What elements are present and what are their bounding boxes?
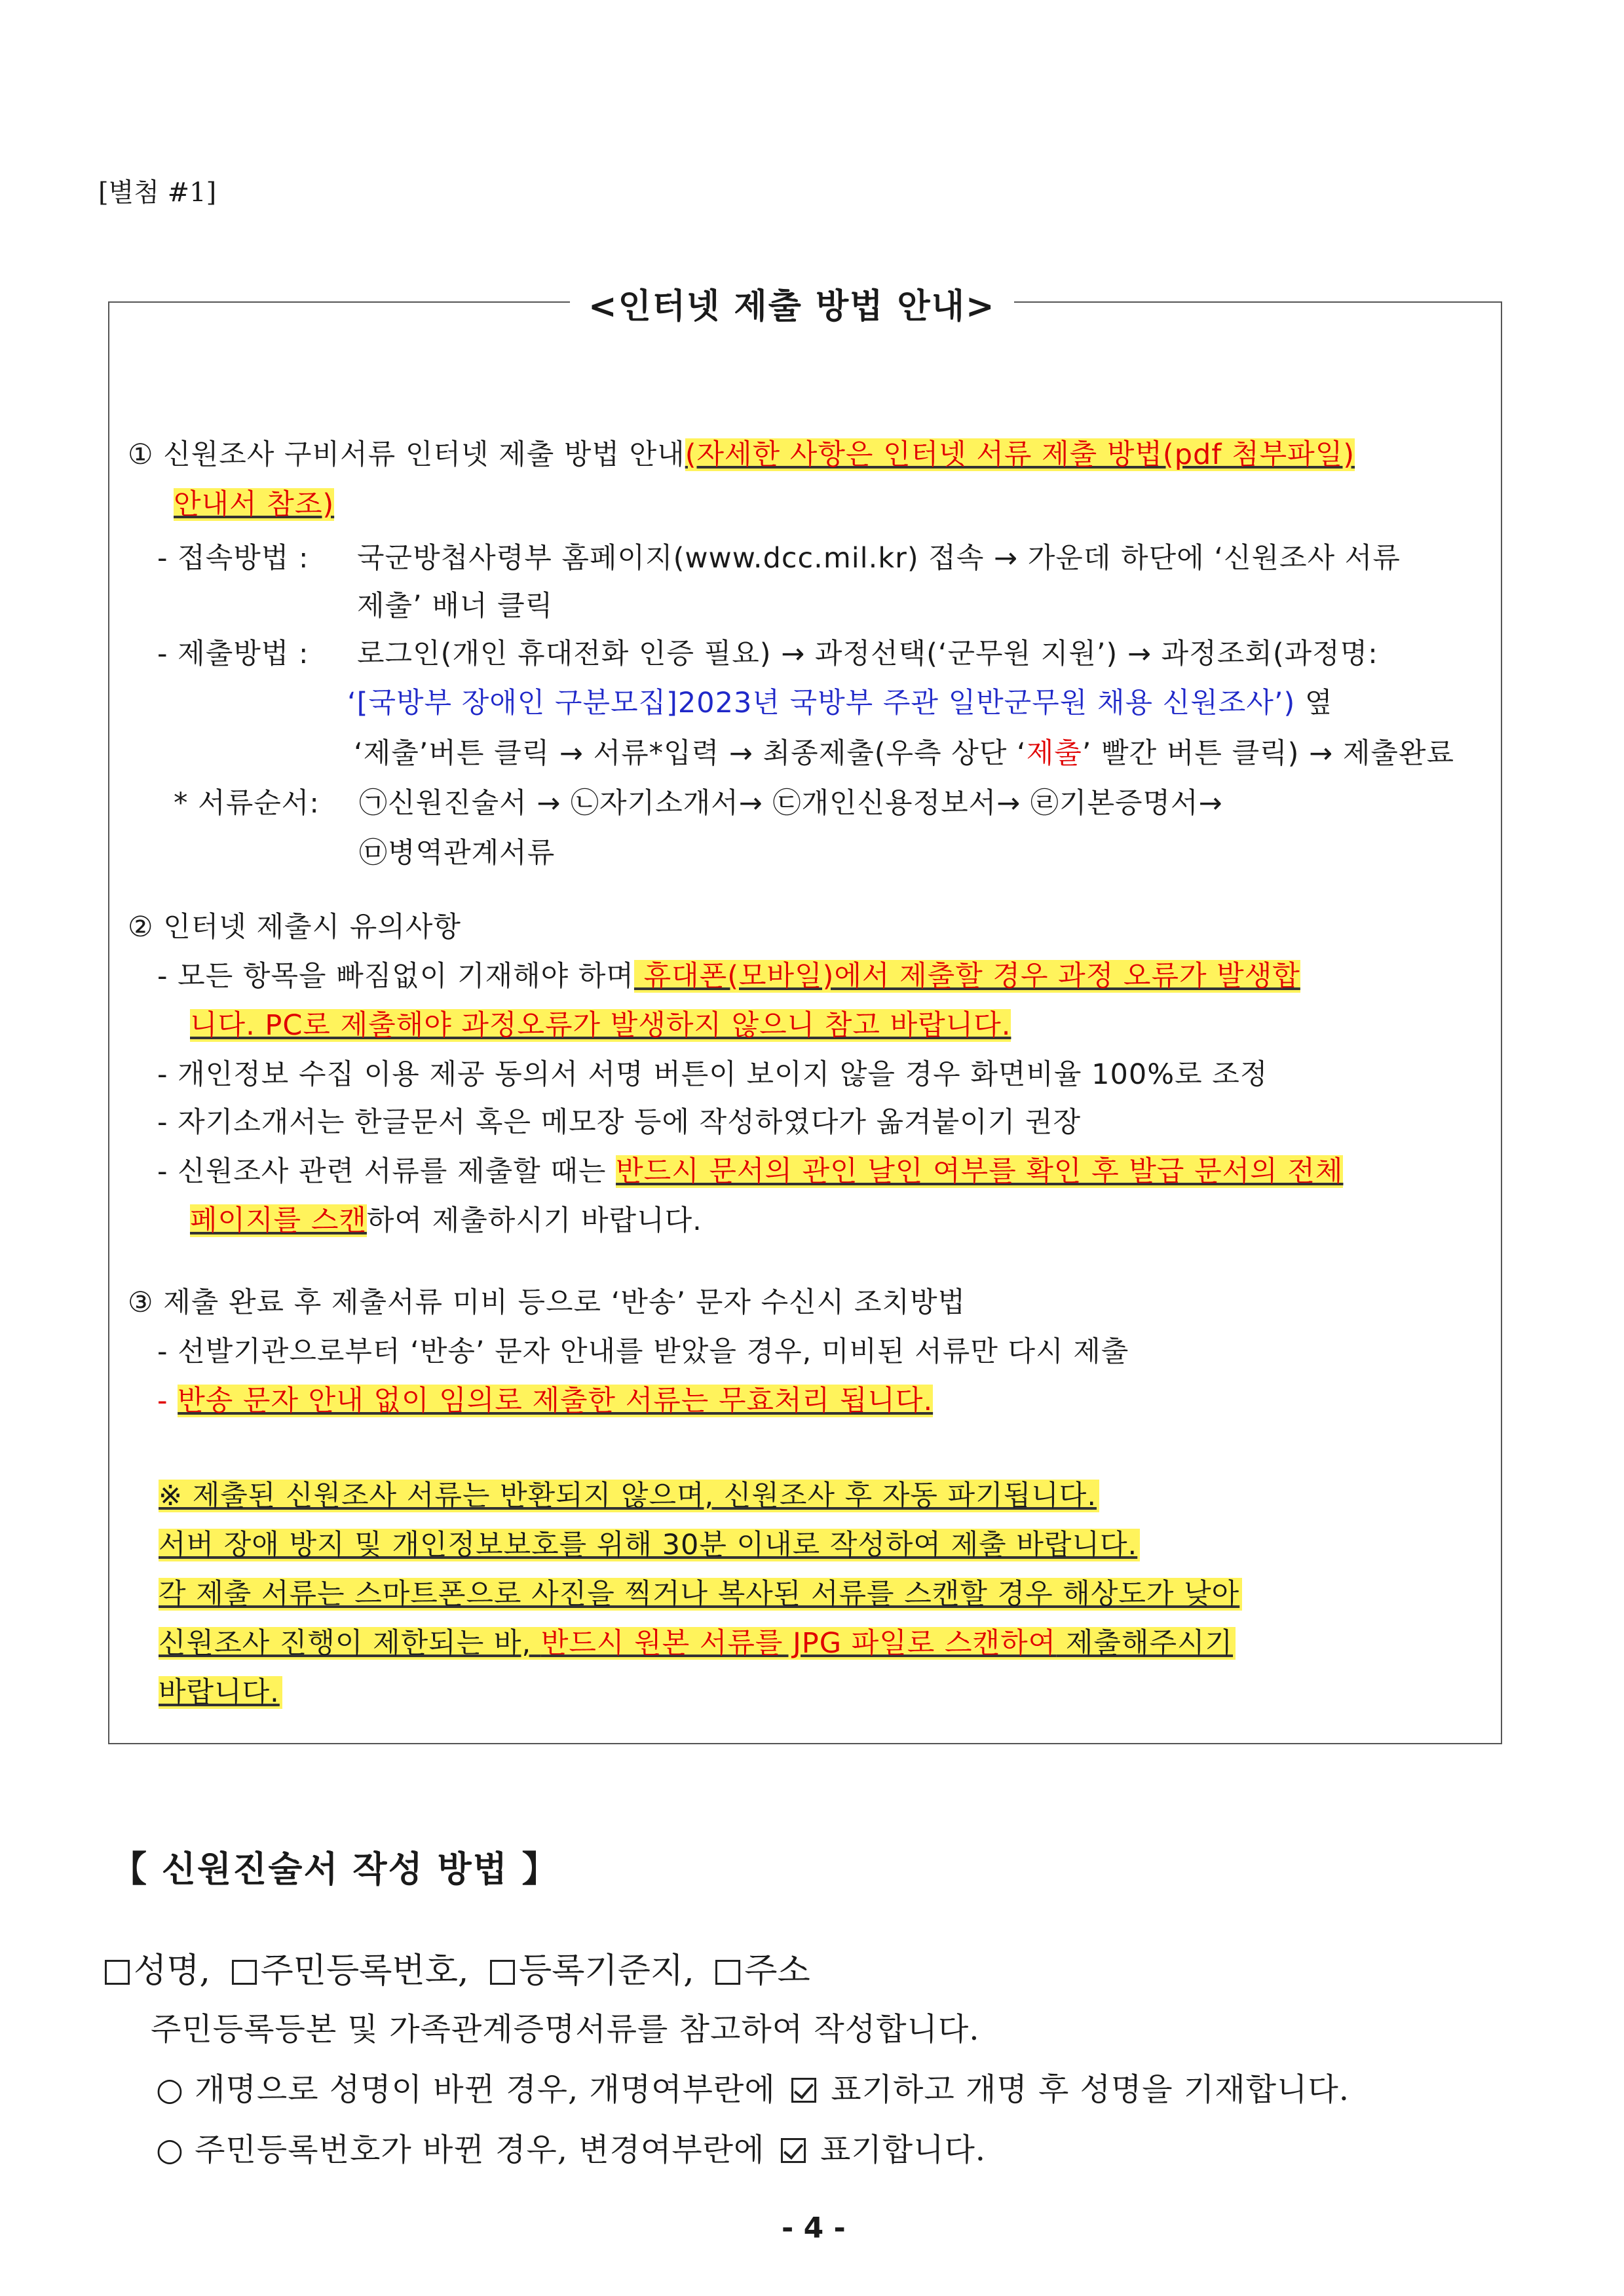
check-address-label: 주소 (744, 1951, 810, 1991)
note-line-1: ※ 제출된 신원조사 서류는 반환되지 않으며, 신원조사 후 자동 파기됩니다. (159, 1476, 1099, 1516)
checklist-sub-2: ○ 주민등록번호가 바뀐 경우, 변경여부란에 표기합니다. (156, 2132, 987, 2168)
s1-head-line (128, 435, 1355, 474)
s1-submit-1: 로그인(개인 휴대전화 인증 필요) → 과정선택(‘군무원 지원’) → 과정조회(과정명: (357, 638, 1378, 670)
s1-access-1: 국군방첩사령부 홈페이지(www.dcc.mil.kr) 접속 → 가운데 하단에 ‘신원조사 서류 (357, 542, 1401, 575)
s3-bullet-1: - 선발기관으로부터 ‘반송’ 문자 안내를 받았을 경우, 미비된 서류만 다시 제출 (157, 1335, 1129, 1368)
s2-b4-tail: 하여 제출하시기 바랍니다. (366, 1204, 702, 1237)
s3-head: ③ 제출 완료 후 제출서류 미비 등으로 ‘반송’ 문자 수신시 조치방법 (128, 1286, 966, 1319)
s2-b1-red: 휴대폰(모바일)에서 제출할 경우 과정 오류가 발생합 (633, 960, 1300, 993)
s2-b1-text: - 모든 항목을 빠짐없이 기재해야 하며 (157, 960, 634, 993)
s2-b4-text: - 신원조사 관련 서류를 제출할 때는 (157, 1155, 616, 1188)
checkbox-name[interactable] (105, 1960, 130, 1985)
s1-head-red-2: 안내서 참조) (174, 488, 335, 521)
s2-bullet-2: - 개인정보 수집 이용 제공 동의서 서명 버튼이 보이지 않을 경우 화면비율 100%로 조정 (157, 1058, 1268, 1091)
note-line-4: 신원조사 진행이 제한되는 바, 반드시 원본 서류를 JPG 파일로 스캔하여 제출해주시기 (159, 1624, 1236, 1663)
checklist-row (105, 1943, 810, 1992)
s1-order-2: ㉤병역관계서류 (359, 837, 556, 870)
checked-box-icon (791, 2078, 816, 2103)
note-line-5: 바랍니다. (159, 1673, 282, 1712)
checkbox-resident-number[interactable] (232, 1960, 257, 1985)
checked-box-icon (781, 2138, 806, 2163)
checkbox-registration-base[interactable] (490, 1960, 515, 1985)
check-registration-label: 등록기준지, (518, 1951, 694, 1991)
section-title: 【 신원진술서 작성 방법 】 (111, 1848, 559, 1890)
attachment-label: [별첨 #1] (98, 178, 217, 208)
s1-submit-2-tail: 옆 (1295, 687, 1333, 719)
s1-order-label: * 서류순서: (174, 787, 320, 820)
s3-b2-dash: - (157, 1385, 178, 1417)
s3-b2-red: 반송 문자 안내 없이 임의로 제출한 서류는 무효처리 됩니다. (178, 1385, 934, 1417)
checklist-desc: 주민등록등본 및 가족관계증명서류를 참고하여 작성합니다. (151, 2011, 980, 2048)
s1-submit-3-a: ‘제출’버튼 클릭 → 서류*입력 → 최종제출(우측 상단 ‘ (354, 737, 1027, 770)
page-number: - 4 - (782, 2211, 846, 2245)
s1-submit-2 (347, 683, 1333, 723)
s2-bullet-3: - 자기소개서는 한글문서 혹은 메모장 등에 작성하였다가 옮겨붙이기 권장 (157, 1106, 1082, 1139)
s3-bullet-2 (157, 1381, 933, 1421)
s1-submit-3-b: ’ 빨간 버튼 클릭) → 제출완료 (1082, 737, 1454, 770)
s2-bullet-1-cont (190, 1006, 1011, 1045)
s1-access-2: 제출’ 배너 클릭 (357, 590, 554, 622)
s1-head-red: (자세한 사항은 인터넷 서류 제출 방법(pdf 첨부파일) (685, 438, 1355, 471)
note-line-4-red: 반드시 원본 서류를 JPG 파일로 스캔하여 (540, 1627, 1057, 1660)
check-name-label: 성명, (134, 1951, 210, 1991)
s1-order-1: ㉠신원진술서 → ㉡자기소개서→ ㉢개인신용정보서→ ㉣기본증명서→ (359, 787, 1223, 820)
s2-bullet-1 (157, 957, 1300, 996)
s1-submit-3-red: 제출 (1026, 737, 1082, 770)
guide-box-title: <인터넷 제출 방법 안내> (570, 278, 1014, 328)
s2-b4-red: 반드시 문서의 관인 날인 여부를 확인 후 발급 문서의 전체 (616, 1155, 1344, 1188)
note-line-2: 서버 장애 방지 및 개인정보보호를 위해 30분 이내로 작성하여 제출 바랍니다. (159, 1525, 1140, 1565)
checklist-sub-1: ○ 개명으로 성명이 바뀐 경우, 개명여부란에 표기하고 개명 후 성명을 기재합니다. (156, 2071, 1350, 2108)
s2-bullet-4 (157, 1152, 1343, 1191)
s2-b1-red-2: 니다. PC로 제출해야 과정오류가 발생하지 않으니 참고 바랍니다. (190, 1009, 1011, 1042)
checkbox-address[interactable] (715, 1960, 740, 1985)
s1-head-text: 신원조사 구비서류 인터넷 제출 방법 안내 (163, 438, 685, 471)
s2-b4-red-2: 페이지를 스캔 (190, 1204, 367, 1237)
s1-submit-3 (354, 734, 1454, 773)
note-line-3: 각 제출 서류는 스마트폰으로 사진을 찍거나 복사된 서류를 스캔할 경우 해상도가 낮아 (159, 1575, 1242, 1614)
check-resident-label: 주민등록번호, (260, 1951, 469, 1991)
s1-submit-label: - 제출방법 : (157, 638, 309, 670)
s2-bullet-4-cont (190, 1201, 702, 1240)
s2-head: ② 인터넷 제출시 유의사항 (128, 911, 461, 944)
s1-head-line-2 (174, 485, 334, 524)
s1-access-label: - 접속방법 : (157, 542, 309, 575)
s1-number: ① (128, 438, 154, 471)
s1-submit-2-blue: ‘[국방부 장애인 구분모집]2023년 국방부 주관 일반군무원 채용 신원조사’) (347, 687, 1296, 719)
